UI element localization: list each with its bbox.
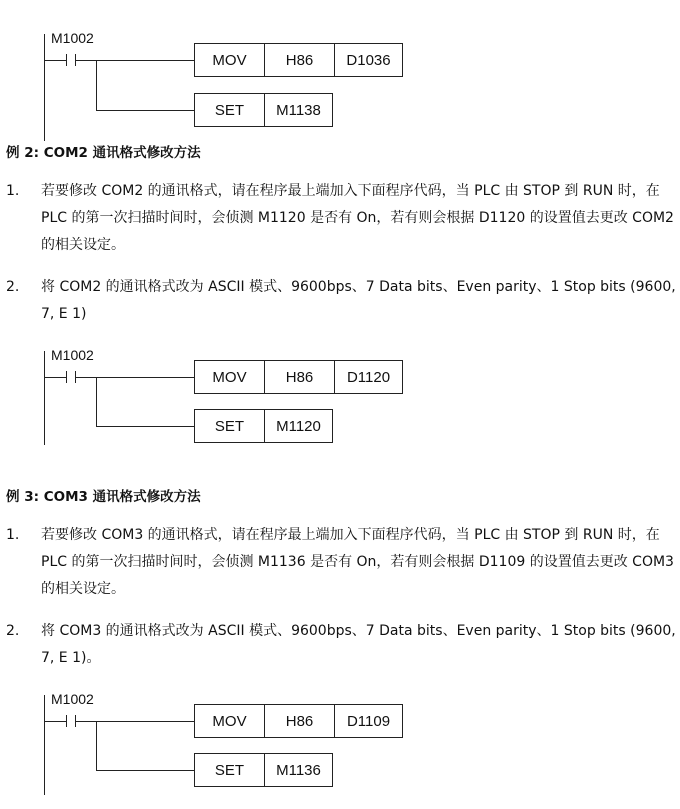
contact-label: M1002	[51, 347, 94, 363]
operand-source-box: H86	[264, 43, 335, 77]
wire	[96, 110, 195, 111]
wire	[75, 377, 195, 378]
mov-instruction-box: MOV	[194, 43, 265, 77]
ladder-diagram-2	[0, 345, 680, 465]
wire	[44, 721, 66, 722]
set-operand-box: M1120	[264, 409, 333, 443]
list-text: 将 COM2 的通讯格式改为 ASCII 模式、9600bps、7 Data bits、Even parity、1 Stop bits (9600, 7, E 1)	[41, 279, 676, 322]
ladder-diagram-1	[0, 28, 680, 148]
list-text: 若要修改 COM2 的通讯格式，请在程序最上端加入下面程序代码，当 PLC 由 STOP 到 RUN 时，在 PLC 的第一次扫描时间时，会侦测 M1120 是否有 On，若有则会根据 D1120 的设置值去更改 COM2 的相关设定。	[41, 183, 674, 253]
example-2-heading: 例 2: COM2 通讯格式修改方法	[6, 145, 201, 161]
contact-bar-left	[66, 371, 67, 383]
list-text: 若要修改 COM3 的通讯格式，请在程序最上端加入下面程序代码，当 PLC 由 STOP 到 RUN 时，在 PLC 的第一次扫描时间时，会侦测 M1136 是否有 On，若有则会根据 D1109 的设置值去更改 COM3 的相关设定。	[41, 527, 674, 597]
ladder-diagram-3	[0, 689, 680, 809]
operand-dest-box: D1109	[334, 704, 403, 738]
mov-instruction-box: MOV	[194, 360, 265, 394]
wire	[75, 721, 195, 722]
contact-label: M1002	[51, 30, 94, 46]
set-instruction-box: SET	[194, 409, 265, 443]
set-operand-box: M1136	[264, 753, 333, 787]
set-instruction-box: SET	[194, 753, 265, 787]
wire	[96, 426, 195, 427]
branch-wire	[96, 721, 97, 770]
set-instruction-box: SET	[194, 93, 265, 127]
power-rail	[44, 695, 45, 795]
contact-bar-left	[66, 715, 67, 727]
branch-wire	[96, 377, 97, 426]
wire	[44, 377, 66, 378]
list-number: 2.	[6, 279, 20, 295]
wire	[75, 60, 195, 61]
list-number: 2.	[6, 623, 20, 639]
set-operand-box: M1138	[264, 93, 333, 127]
list-number: 1.	[6, 183, 20, 199]
operand-source-box: H86	[264, 704, 335, 738]
power-rail	[44, 34, 45, 141]
operand-dest-box: D1036	[334, 43, 403, 77]
mov-instruction-box: MOV	[194, 704, 265, 738]
operand-source-box: H86	[264, 360, 335, 394]
operand-dest-box: D1120	[334, 360, 403, 394]
contact-label: M1002	[51, 691, 94, 707]
list-number: 1.	[6, 527, 20, 543]
wire	[44, 60, 66, 61]
list-text: 将 COM3 的通讯格式改为 ASCII 模式、9600bps、7 Data bits、Even parity、1 Stop bits (9600, 7, E 1)。	[41, 623, 676, 666]
branch-wire	[96, 60, 97, 110]
wire	[96, 770, 195, 771]
power-rail	[44, 351, 45, 445]
contact-bar-left	[66, 54, 67, 66]
example-3-heading: 例 3: COM3 通讯格式修改方法	[6, 489, 201, 505]
